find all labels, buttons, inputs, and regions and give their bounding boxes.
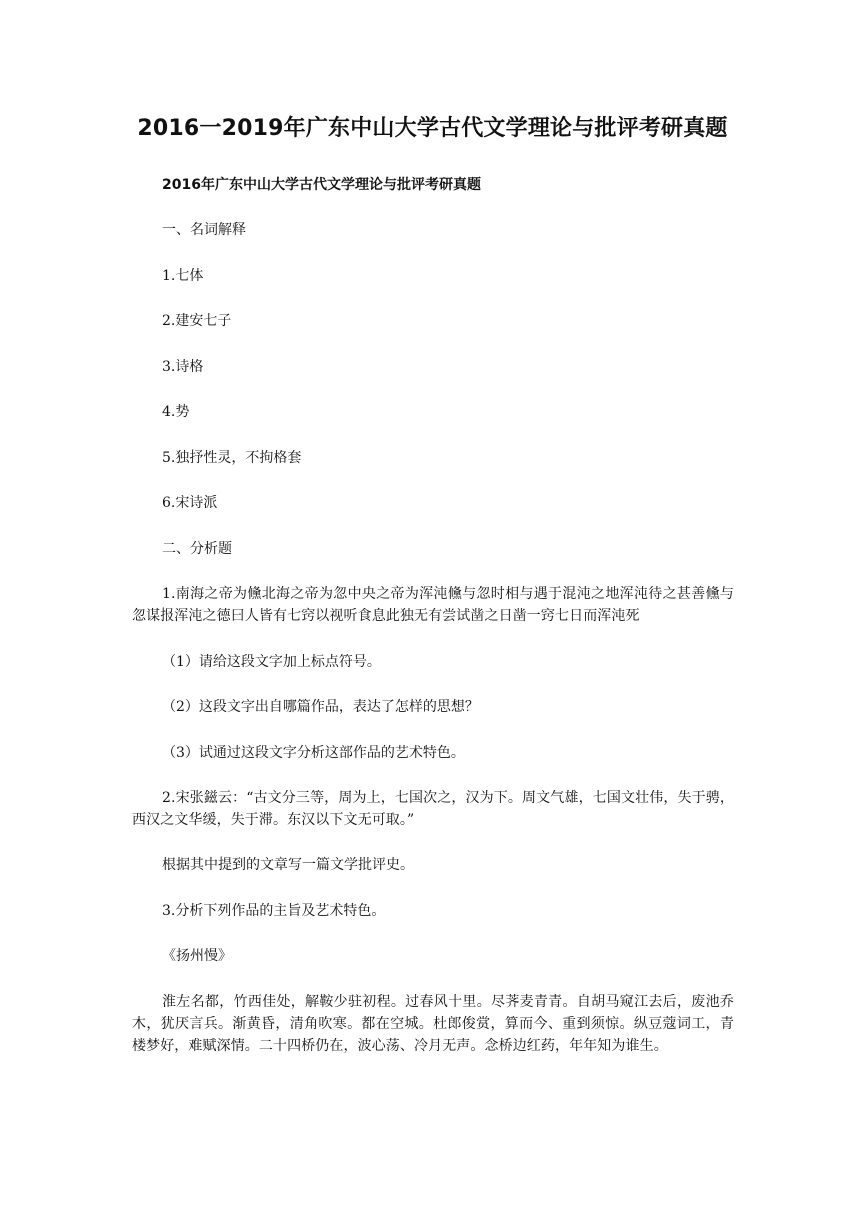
question-1-sub-2: （2）这段文字出自哪篇作品，表达了怎样的思想？ bbox=[162, 699, 479, 715]
question-3-text: 3.分析下列作品的主旨及艺术特色。 bbox=[162, 903, 386, 919]
poem-title: 《扬州慢》 bbox=[162, 948, 232, 964]
question-1-text: 1.南海之帝为儵北海之帝为忽中央之帝为浑沌儵与忽时相与遇于混沌之地浑沌待之甚善儵与忽谋报浑沌之德曰人皆有七窍以视听食息此独无有尝试凿之日凿一窍七日而浑沌死 bbox=[132, 586, 734, 624]
term-item-6: 6.宋诗派 bbox=[162, 495, 218, 511]
term-item-5: 5.独抒性灵，不拘格套 bbox=[162, 450, 302, 466]
question-2-followup: 根据其中提到的文章写一篇文学批评史。 bbox=[162, 857, 414, 873]
term-item-2: 2.建安七子 bbox=[162, 313, 232, 329]
term-item-1: 1.七体 bbox=[162, 268, 204, 284]
question-1-sub-1: （1）请给这段文字加上标点符号。 bbox=[162, 654, 381, 670]
question-1-sub-3: （3）试通过这段文字分析这部作品的艺术特色。 bbox=[162, 745, 465, 761]
section-heading-analysis: 二、分析题 bbox=[162, 541, 232, 557]
term-item-4: 4.势 bbox=[162, 404, 190, 420]
section-heading-terms: 一、名词解释 bbox=[162, 222, 246, 238]
document-title: 2016一2019年广东中山大学古代文学理论与批评考研真题 bbox=[137, 116, 728, 141]
question-2-text: 2.宋张鎡云：“古文分三等，周为上，七国次之，汉为下。周文气雄，七国文壮伟，失于骋，西汉之文华缓，失于滞。东汉以下文无可取。” bbox=[132, 790, 734, 828]
poem-text: 淮左名都，竹西佳处，解鞍少驻初程。过春风十里。尽荠麦青青。自胡马窥江去后，废池乔木，犹厌言兵。渐黄昏，清角吹寒。都在空城。杜郎俊赏，算而今、重到须惊。纵豆蔻词工，青楼梦好，难赋深情。二十四桥仍在，波心荡、冷月无声。念桥边红药，年年知为谁生。 bbox=[132, 994, 734, 1054]
exam-year-subtitle: 2016年广东中山大学古代文学理论与批评考研真题 bbox=[162, 177, 481, 193]
term-item-3: 3.诗格 bbox=[162, 359, 204, 375]
